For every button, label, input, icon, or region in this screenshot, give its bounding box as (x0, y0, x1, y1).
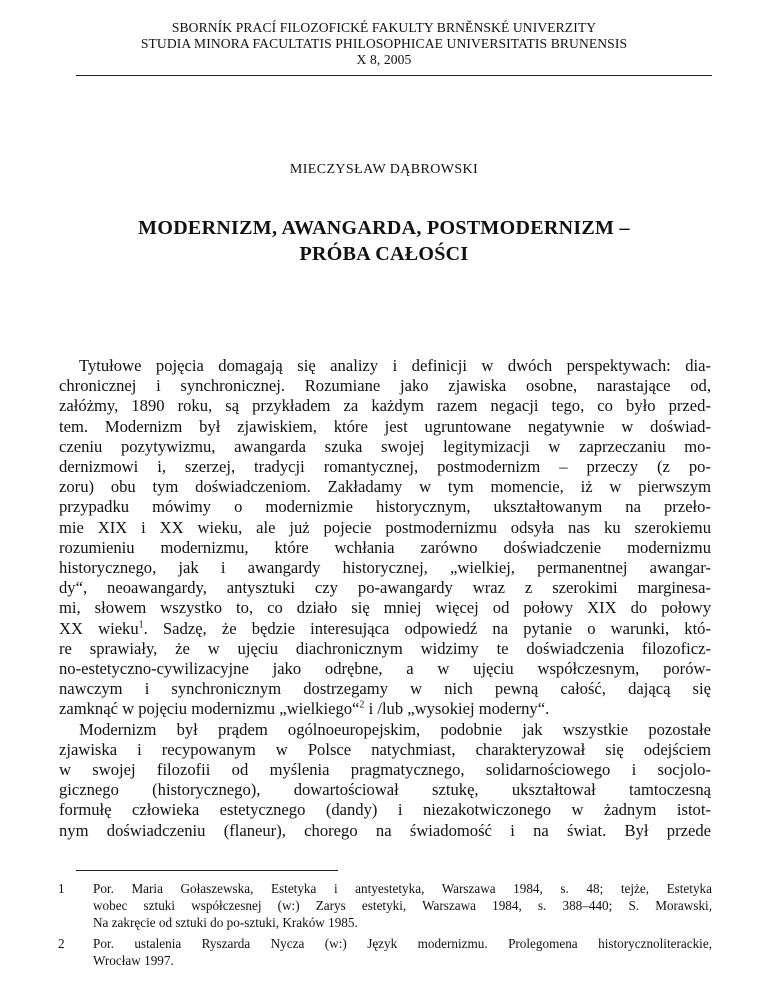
text-line: formułę człowieka estetycznego (dandy) i niezakotwiczonego w żadnym istot- (59, 800, 711, 820)
journal-header (0, 20, 768, 68)
footnote-divider (76, 870, 338, 871)
paragraph-1 (59, 356, 711, 720)
header-divider (76, 75, 712, 76)
journal-volume: X 8, 2005 (356, 52, 412, 67)
text-line: re sprawiały, że w ujęciu diachronicznym widzimy te doświadczenia filozoficz- (59, 638, 711, 658)
text-line: historycznego, jak i awangardy historycznej, „wielkiej, permanentnej awangar- (59, 558, 711, 578)
footnote-line: Por. Maria Gołaszewska, Estetyka i antyestetyka, Warszawa 1984, s. 48; tejże, Estetyka (93, 881, 712, 896)
text-line: Tytułowe pojęcia domagają się analizy i definicji w dwóch perspektywach: dia- (79, 356, 711, 375)
author-name: MIECZYSŁAW DĄBROWSKI (289, 162, 479, 177)
text-line: tem. Modernizm był zjawiskiem, które jest ugruntowane negatywnie w doświad- (59, 416, 711, 436)
text-line: załóżmy, 1890 roku, są przykładem za każdym razem negacji tego, co było przed- (59, 396, 711, 416)
journal-name-czech: SBORNÍK PRACÍ FILOZOFICKÉ FAKULTY BRNĚNSKÉ UNIVERZITY (171, 20, 597, 35)
footnote-2 (58, 935, 712, 969)
title-line-1: MODERNIZM, AWANGARDA, POSTMODERNIZM – (138, 217, 630, 239)
text-line: gicznego (historycznego), dowartościował sztukę, ukształtował tamtoczesną (59, 780, 711, 800)
text-fragment: . Sadzę, że będzie interesująca odpowiedź na pytanie o warunki, któ- (143, 618, 711, 638)
footnote-line: wobec sztuki współczesnej (w:) Zarys estetyki, Warszawa 1984, s. 388–440; S. Morawski, (93, 898, 712, 913)
text-line: nawczym i synchronicznym dostrzegamy w nich pewną całość, dającą się (59, 679, 711, 699)
journal-name-latin: STUDIA MINORA FACULTATIS PHILOSOPHICAE UNIVERSITATIS BRUNENSIS (140, 36, 628, 51)
text-fragment: zamknąć w pojęciu modernizmu „wielkiego“ (59, 699, 360, 719)
text-line (59, 619, 711, 639)
footnote-line: Wrocław 1997. (93, 953, 174, 968)
text-line (59, 699, 711, 719)
footnote-line: Na zakręcie od sztuki do po-sztuki, Kraków 1985. (93, 915, 358, 930)
text-line: mie XIX i XX wieku, ale już pojecie postmodernizmu odsyła nas ku szerokiemu (59, 517, 711, 537)
text-line: przypadku mówimy o modernizmie historycznym, ukształtowanym na przeło- (59, 497, 711, 517)
text-line: chronicznej i synchronicznej. Rozumiane jako zjawiska osobne, narastające od, (59, 376, 711, 396)
footnote-ref-2[interactable]: 2 (359, 699, 365, 711)
text-line: dernizmowi i, szerzej, tradycji romantycznej, postmodernizm – przeczy (z po- (59, 457, 711, 477)
footnote-line: Por. ustalenia Ryszarda Nycza (w:) Język modernizmu. Prolegomena historycznoliterackie, (93, 936, 712, 951)
footnotes-section (58, 880, 712, 973)
footnote-ref-1[interactable]: 1 (138, 619, 144, 631)
text-line: no-estetyczno-cywilizacyjne jako odrębne, a w ujęciu współczesnym, porów- (59, 659, 711, 679)
footnote-number: 1 (58, 881, 65, 896)
text-fragment: XX wieku (59, 618, 139, 638)
title-line-2: PRÓBA CAŁOŚCI (299, 243, 469, 265)
paragraph-2 (59, 720, 711, 841)
text-line: rozumieniu modernizmu, które wchłania zarówno doświadczenie modernizmu (59, 537, 711, 557)
footnote-1 (58, 880, 712, 931)
text-line: nym doświadczeniu (flaneur), chorego na świadomość i na świat. Był przede (59, 820, 711, 840)
text-line: mi, słowem wszystko to, co działo się mniej więcej od połowy XIX do połowy (59, 598, 711, 618)
text-line: zoru) obu tym doświadczeniom. Zakładamy w tym momencie, iż w pierwszym (59, 477, 711, 497)
text-line: w swojej filozofii od myślenia pragmatycznego, solidarnościowego i socjolo- (59, 760, 711, 780)
footnote-number: 2 (58, 936, 65, 951)
text-line: zjawiska i recypowanym w Polsce natychmiast, charakteryzował się odejściem (59, 739, 711, 759)
text-line: czeniu pozytywizmu, awangarda szuka swojej legitymizacji w zaprzeczaniu mo- (59, 436, 711, 456)
article-title (0, 215, 768, 267)
text-line: dy“, neoawangardy, antysztuki czy po-awangardy wraz z szerokimi marginesa- (59, 578, 711, 598)
text-line: Modernizm był prądem ogólnoeuropejskim, podobnie jak wszystkie pozostałe (79, 719, 711, 739)
article-body (59, 356, 711, 841)
text-fragment: i /lub „wysokiej moderny“. (364, 699, 550, 719)
